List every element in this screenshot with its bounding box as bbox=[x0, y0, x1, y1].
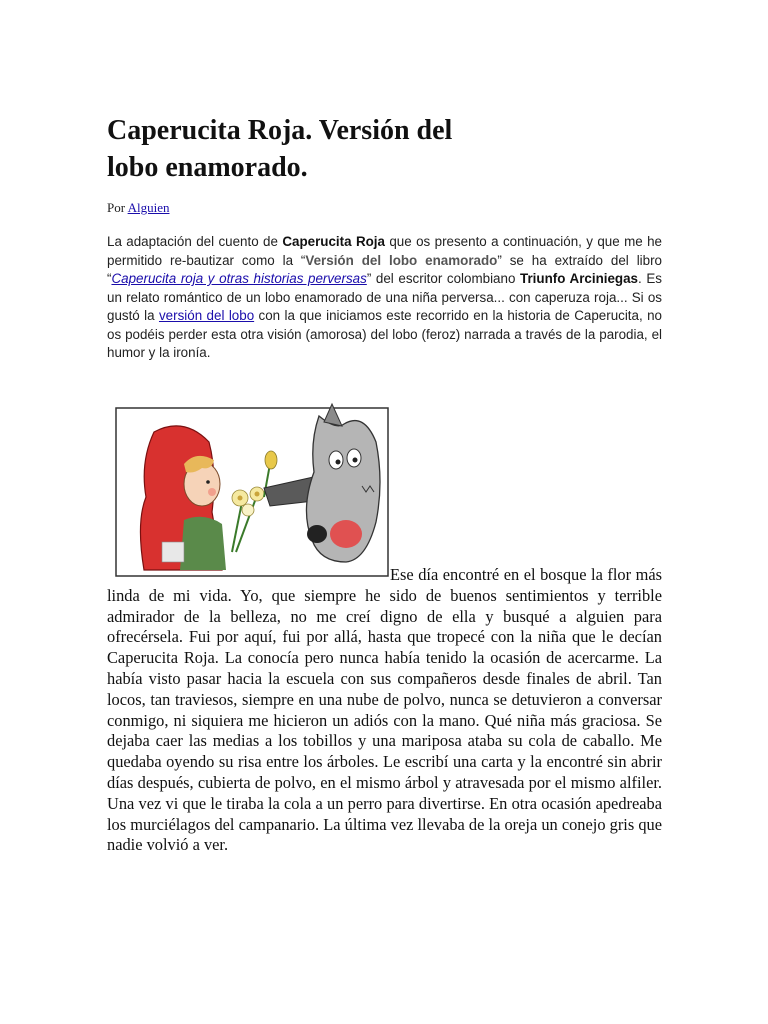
girl-eye bbox=[206, 480, 210, 484]
girl-cheek bbox=[208, 488, 216, 496]
title-line-2: lobo enamorado. bbox=[107, 152, 308, 183]
wolf-version-link[interactable]: versión del lobo bbox=[158, 308, 255, 323]
intro-text-2: que os presento a continuación, y que me he permitido re-bautizar como la “ bbox=[107, 234, 662, 268]
wolf-eye-left bbox=[329, 451, 343, 469]
author-link[interactable]: Alguien bbox=[127, 200, 170, 215]
image-float-space bbox=[107, 565, 390, 585]
book-link[interactable]: Caperucita roja y otras historias perversas bbox=[111, 271, 367, 286]
intro-text-1: La adaptación del cuento de bbox=[107, 234, 283, 249]
intro-text-4: ” del escritor colombiano bbox=[366, 271, 521, 286]
title-line-1: Caperucita Roja. Versión del bbox=[107, 115, 453, 146]
wolf-blush bbox=[330, 520, 362, 548]
story-paragraph bbox=[107, 565, 662, 856]
intro-text-3: ” se ha extraído del libro “ bbox=[107, 252, 663, 286]
intro-bold-title: Caperucita Roja bbox=[282, 234, 385, 249]
intro-version-name: Versión del lobo enamorado bbox=[305, 252, 498, 268]
wolf-nose bbox=[307, 525, 327, 543]
girl-apron bbox=[162, 542, 184, 562]
girl-dress bbox=[180, 517, 226, 570]
page-title bbox=[107, 112, 527, 186]
intro-text-5: . Es un relato romántico de un lobo enamorado de una niña perversa... con caperuza roja... Si os gustó la bbox=[107, 271, 662, 323]
byline-prefix: Por bbox=[107, 200, 126, 215]
byline bbox=[107, 200, 170, 216]
intro-text-6: con la que iniciamos este recorrido en la historia de Caperucita, no os podéis perder esta otra visión (amorosa) del lobo (feroz) narrada a través de la parodia, el humor y la ironía. bbox=[107, 308, 662, 360]
intro-bold-author: Triunfo Arciniegas bbox=[520, 271, 639, 286]
story-text: Ese día encontré en el bosque la flor más linda de mi vida. Yo, que siempre he sido de buenos sentimientos y terrible admirador de la belleza, no me creí digno de ella y busqué a alguien para ofrecérsela. Fui por aquí, fui por allá, hasta que tropecé con la niña que le decían Caperucita Roja. La conocía pero nunca había tenido la ocasión de acercarme. La había visto pasar hacia la escuela con sus compañeros desde finales de abril. Tan locos, tan traviesos, siempre en una nube de polvo, nunca se detuvieron a conversar conmigo, ni siquiera me hicieron un adiós con la mano. Qué niña más graciosa. Se dejaba caer las medias a los tobillos y una mariposa ataba su cola de caballo. Me quedaba oyendo su risa entre los árboles. Le escribí una carta y la encontré sin abrir días después, cubierta de polvo, en el mismo árbol y atravesada por el mismo alfiler. Una vez vi que le tiraba la cola a un perro para divertirse. En otra ocasión apedreaba los murciélagos del campanario. La última vez llevaba de la oreja un conejo gris que nadie volvió a ver. bbox=[107, 565, 662, 855]
intro-paragraph bbox=[107, 233, 662, 363]
caperucita-wolf-illustration bbox=[114, 402, 391, 580]
